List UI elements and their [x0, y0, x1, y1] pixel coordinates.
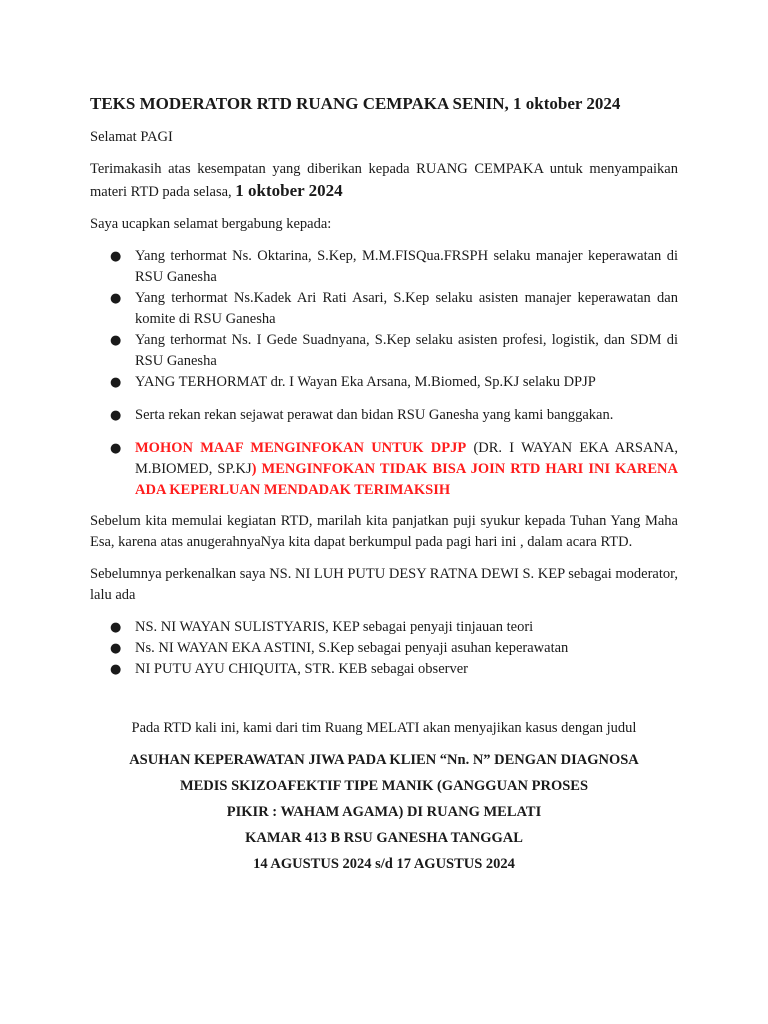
- bullet-icon: ●: [110, 662, 122, 677]
- case-title-line: PIKIR : WAHAM AGAMA) DI RUANG MELATI: [226, 804, 542, 820]
- welcome-text: Saya ucapkan selamat bergabung kepada:: [90, 216, 332, 232]
- case-title-line: MEDIS SKIZOAFEKTIF TIPE MANIK (GANGGUAN PROSES: [179, 778, 589, 794]
- list-item: ● Yang terhormat Ns. I Gede Suadnyana, S.Kep selaku asisten profesi, logistik, dan SDM di RSU Ganesha: [110, 332, 678, 369]
- notice-part-1: MOHON MAAF MENGINFOKAN UNTUK DPJP: [135, 440, 467, 456]
- colleagues-list: [90, 405, 678, 426]
- thanks-date: 1 oktober 2024: [235, 181, 343, 200]
- document-body: [90, 92, 678, 877]
- introduction-paragraph: Sebelumnya perkenalkan saya NS. NI LUH PUTU DESY RATNA DEWI S. KEP sebagai moderator, lalu ada: [90, 566, 678, 603]
- case-title-line: KAMAR 413 B RSU GANESHA TANGGAL: [245, 830, 523, 846]
- bullet-icon: ●: [110, 620, 122, 635]
- bullet-icon: ●: [110, 291, 122, 306]
- bullet-icon: ●: [110, 441, 122, 456]
- bullet-icon: ●: [110, 408, 122, 423]
- bullet-icon: ●: [110, 641, 122, 656]
- case-intro: Pada RTD kali ini, kami dari tim Ruang MELATI akan menyajikan kasus dengan judul: [131, 720, 637, 736]
- page-title: TEKS MODERATOR RTD RUANG CEMPAKA SENIN, 1 oktober 2024: [90, 94, 621, 113]
- opening-paragraph: Sebelum kita memulai kegiatan RTD, marilah kita panjatkan puji syukur kepada Tuhan Yang Maha Esa, karena atas anugerahnyaNya kita dapat berkumpul pada pagi hari ini , dalam acara RTD.: [90, 513, 678, 550]
- list-item: ● Yang terhormat Ns. Oktarina, S.Kep, M.M.FISQua.FRSPH selaku manajer keperawatan di RSU Ganesha: [110, 248, 678, 285]
- notice-part-3: ) MENGINFOKAN TIDAK BISA JOIN RTD HARI INI KARENA ADA KEPERLUAN MENDADAK TERIMAKSIH: [135, 461, 678, 498]
- list-item: ● Serta rekan rekan sejawat perawat dan bidan RSU Ganesha yang kami banggakan.: [90, 405, 678, 426]
- attendee-list: [90, 246, 678, 393]
- thanks-paragraph: [90, 159, 678, 203]
- presenter-list: [90, 617, 678, 680]
- list-item: ● Yang terhormat Ns.Kadek Ari Rati Asari, S.Kep selaku asisten manajer keperawatan dan komite di RSU Ganesha: [110, 290, 678, 327]
- list-item: ● Ns. NI WAYAN EKA ASTINI, S.Kep sebagai penyaji asuhan keperawatan: [90, 638, 678, 659]
- thanks-text: Terimakasih atas kesempatan yang diberikan kepada RUANG CEMPAKA untuk menyampaikan materi RTD pada selasa,: [90, 161, 678, 200]
- list-item: ● NS. NI WAYAN SULISTYARIS, KEP sebagai penyaji tinjauan teori: [90, 617, 678, 638]
- notice-part-2: (DR. I WAYAN EKA ARSANA, M.BIOMED, SP.KJ: [135, 440, 678, 477]
- notice-item: [90, 438, 678, 501]
- bullet-icon: ●: [110, 375, 122, 390]
- case-title-line: ASUHAN KEPERAWATAN JIWA PADA KLIEN “Nn. N” DENGAN DIAGNOSA: [129, 752, 639, 768]
- list-item: ● YANG TERHORMAT dr. I Wayan Eka Arsana, M.Biomed, Sp.KJ selaku DPJP: [90, 372, 678, 393]
- notice-list: [90, 438, 678, 501]
- bullet-icon: ●: [110, 249, 122, 264]
- case-title-line: 14 AGUSTUS 2024 s/d 17 AGUSTUS 2024: [253, 856, 515, 872]
- list-item: ● NI PUTU AYU CHIQUITA, STR. KEB sebagai observer: [90, 659, 678, 680]
- bullet-icon: ●: [110, 333, 122, 348]
- greeting: Selamat PAGI: [90, 129, 173, 145]
- case-block: [90, 718, 678, 877]
